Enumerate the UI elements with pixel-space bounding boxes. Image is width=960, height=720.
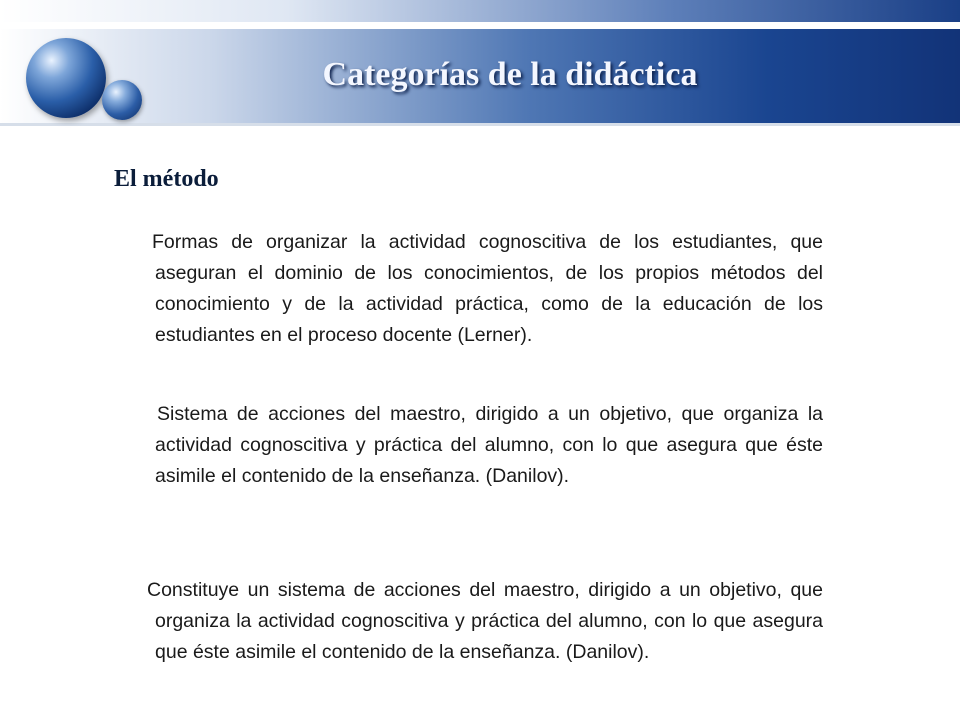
paragraph-lerner: Formas de organizar la actividad cognoscitiva de los estudiantes, que aseguran el dominio de los conocimientos, de los propios métodos del conocimiento y de la actividad práctica, como de la educación de los estudiantes en el proceso docente (Lerner).	[152, 231, 823, 346]
paragraph-danilov: Sistema de acciones del maestro, dirigido a un objetivo, que organiza la actividad cognoscitiva y práctica del alumno, con lo que asegura que éste asimile el contenido de la enseñanza. (Danilov).	[155, 403, 823, 487]
small-globe-icon	[102, 80, 142, 120]
top-decorative-band	[0, 0, 960, 22]
slide-title: Categorías de la didáctica	[322, 56, 698, 93]
paragraph-danilov-repeat: Constituye un sistema de acciones del maestro, dirigido a un objetivo, que organiza la actividad cognoscitiva y práctica del alumno, con lo que asegura que éste asimile el contenido de la enseñanza. (Danilov).	[147, 579, 823, 663]
section-subtitle: El método	[114, 166, 219, 192]
large-globe-icon	[26, 38, 106, 118]
